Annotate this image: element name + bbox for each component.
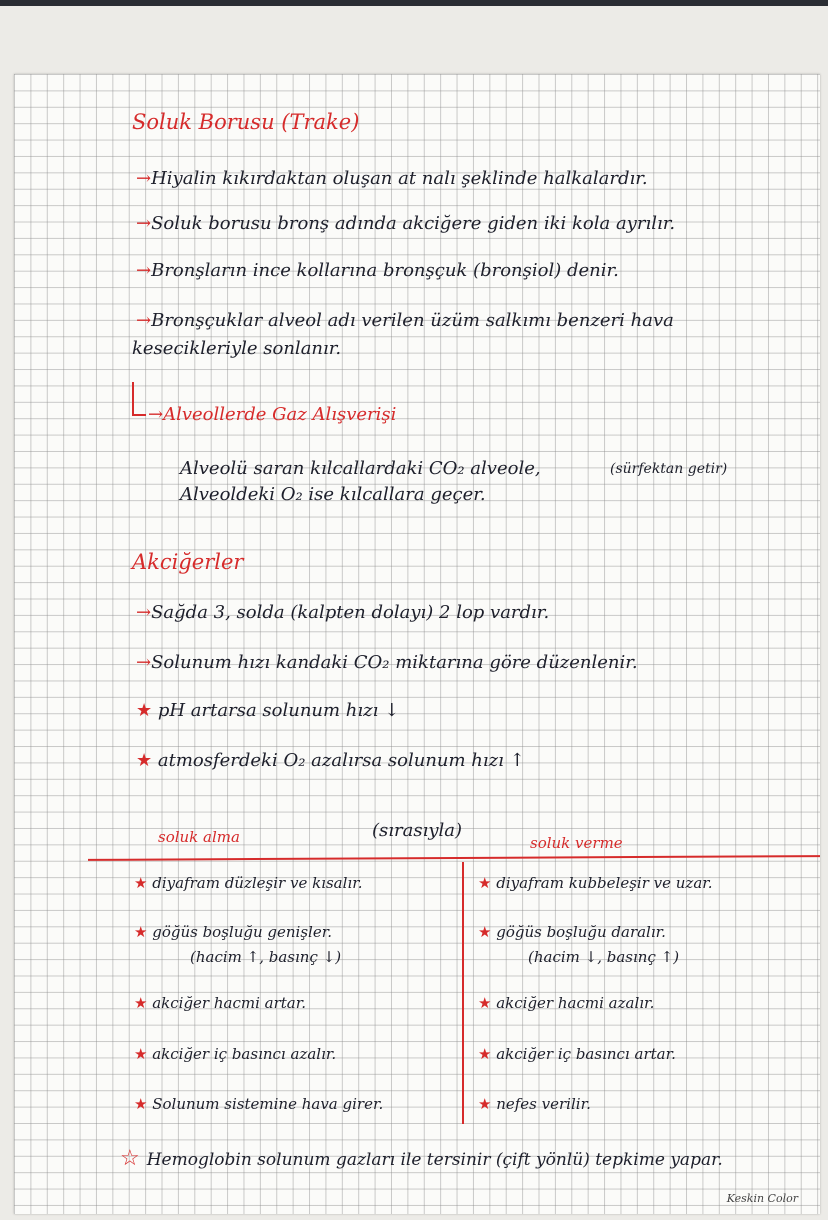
star-icon: ★	[478, 1045, 497, 1063]
star-icon: ★	[478, 874, 497, 892]
table-divider	[462, 862, 464, 1124]
inhale-row-1: ★ diyafram düzleşir ve kısalır.	[134, 874, 363, 892]
arrow-icon: →	[136, 310, 152, 331]
star-icon: ★	[134, 994, 153, 1012]
star-icon: ★	[478, 994, 497, 1012]
trachea-line-4: →Bronşçuklar alveol adı verilen üzüm salkımı benzeri hava	[136, 310, 674, 331]
brand-mark: Keskin Color	[726, 1192, 798, 1205]
arrow-icon: →	[136, 168, 152, 189]
inhale-row-5: ★ Solunum sistemine hava girer.	[134, 1095, 384, 1113]
inhale-header: soluk alma	[158, 828, 240, 846]
trachea-line-1: →Hiyalin kıkırdaktan oluşan at nalı şeklinde halkalardır.	[136, 168, 648, 189]
notebook-page	[14, 74, 820, 1214]
arrow-icon: →	[136, 652, 152, 673]
lungs-line-2: →Solunum hızı kandaki CO₂ miktarına göre düzenlenir.	[136, 652, 638, 673]
arrow-icon: →	[148, 404, 164, 425]
hemoglobin-note: ☆ Hemoglobin solunum gazları ile tersinir (çift yönlü) tepkime yapar.	[120, 1146, 723, 1171]
star-icon: ★	[134, 874, 153, 892]
trachea-line-3: →Bronşların ince kollarına bronşçuk (bronşiol) denir.	[136, 260, 619, 281]
trachea-line-2: →Soluk borusu bronş adında akciğere giden iki kola ayrılır.	[136, 213, 676, 234]
inhale-row-2-detail: (hacim ↑, basınç ↓)	[190, 948, 342, 966]
exhale-row-5: ★ nefes verilir.	[478, 1095, 591, 1113]
star-icon: ★	[134, 1095, 153, 1113]
exhale-row-2: ★ göğüs boşluğu daralır.	[478, 923, 666, 941]
star-icon: ★	[136, 750, 158, 771]
star-icon: ★	[478, 923, 497, 941]
arrow-icon: →	[136, 260, 152, 281]
lungs-line-3: ★ pH artarsa solunum hızı ↓	[136, 700, 400, 721]
star-icon: ★	[478, 1095, 497, 1113]
inhale-row-4: ★ akciğer iç basıncı azalır.	[134, 1045, 337, 1063]
exhale-row-1: ★ diyafram kubbeleşir ve uzar.	[478, 874, 713, 892]
inhale-row-3: ★ akciğer hacmi artar.	[134, 994, 307, 1012]
arrow-icon: →	[136, 213, 152, 234]
trachea-title: Soluk Borusu (Trake)	[132, 110, 360, 134]
order-note: (sırasıyla)	[372, 820, 463, 841]
inhale-row-2: ★ göğüs boşluğu genişler.	[134, 923, 332, 941]
lungs-title: Akciğerler	[132, 550, 244, 574]
exhale-row-2-detail: (hacim ↓, basınç ↑)	[528, 948, 680, 966]
exhale-row-4: ★ akciğer iç basıncı artar.	[478, 1045, 676, 1063]
top-edge	[0, 0, 828, 6]
gas-exchange-line-2: Alveoldeki O₂ ise kılcallara geçer.	[180, 484, 486, 505]
trachea-line-5: kesecikleriyle sonlanır.	[132, 338, 342, 359]
big-star-icon: ☆	[120, 1146, 147, 1171]
exhale-header: soluk verme	[530, 834, 623, 852]
exhale-row-3: ★ akciğer hacmi azalır.	[478, 994, 655, 1012]
lungs-line-4: ★ atmosferdeki O₂ azalırsa solunum hızı ↑	[136, 750, 525, 771]
star-icon: ★	[134, 923, 153, 941]
branch-arrow-icon	[132, 382, 146, 416]
star-icon: ★	[136, 700, 158, 721]
gas-exchange-title: →Alveollerde Gaz Alışverişi	[148, 404, 397, 425]
gas-exchange-line-1: Alveolü saran kılcallardaki CO₂ alveole,	[180, 458, 541, 479]
star-icon: ★	[134, 1045, 153, 1063]
arrow-icon: →	[136, 602, 152, 623]
surfactant-note: (sürfektan getir)	[610, 461, 728, 477]
lungs-line-1: →Sağda 3, solda (kalpten dolayı) 2 lop vardır.	[136, 602, 550, 623]
